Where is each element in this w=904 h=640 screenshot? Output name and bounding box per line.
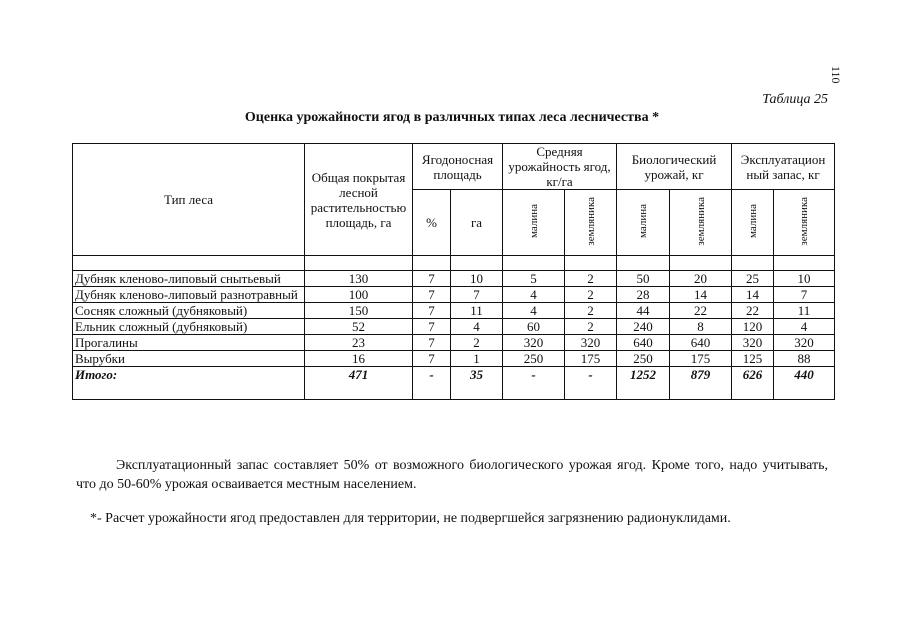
cell-area: 100	[305, 287, 413, 303]
table-row	[73, 351, 835, 367]
table-row	[73, 303, 835, 319]
body-paragraph: Эксплуатационный запас составляет 50% от возможного биологического урожая ягод. Кроме того, надо учитывать, что до 50-60% урожая осваивается местным населением.	[76, 458, 828, 492]
total-bio-strawberry: 879	[670, 367, 732, 400]
header-forest-type: Тип леса	[73, 144, 305, 256]
header-exp-raspberry	[732, 190, 774, 256]
cell-exp-strawberry: 7	[774, 287, 835, 303]
cell-yield-strawberry: 2	[565, 319, 617, 335]
cell-exp-strawberry: 4	[774, 319, 835, 335]
table-row	[73, 271, 835, 287]
cell-yield-raspberry: 250	[503, 351, 565, 367]
total-row	[73, 367, 835, 400]
cell-yield-strawberry: 2	[565, 271, 617, 287]
row-name: Дубняк кленово-липовый разнотравный	[73, 287, 305, 303]
cell-ha: 11	[451, 303, 503, 319]
berry-yield-table	[72, 143, 835, 400]
cell-ha: 7	[451, 287, 503, 303]
header-yield-strawberry	[565, 190, 617, 256]
cell-yield-strawberry: 2	[565, 287, 617, 303]
cell-yield-strawberry: 175	[565, 351, 617, 367]
cell-yield-strawberry: 320	[565, 335, 617, 351]
header-total-area: Общая покрытая лесной растительностью площадь, га	[305, 144, 413, 256]
cell-yield-raspberry: 4	[503, 287, 565, 303]
cell-exp-raspberry: 320	[732, 335, 774, 351]
cell-pct: 7	[413, 287, 451, 303]
cell-bio-raspberry: 250	[617, 351, 670, 367]
header-exp-strawberry	[774, 190, 835, 256]
total-exp-raspberry: 626	[732, 367, 774, 400]
table-label: Таблица 25	[762, 92, 828, 107]
cell-bio-strawberry: 20	[670, 271, 732, 287]
cell-ha: 2	[451, 335, 503, 351]
cell-bio-strawberry: 175	[670, 351, 732, 367]
header-bio-raspberry	[617, 190, 670, 256]
cell-area: 150	[305, 303, 413, 319]
total-pct: -	[413, 367, 451, 400]
table-row	[73, 319, 835, 335]
cell-pct: 7	[413, 319, 451, 335]
cell-bio-strawberry: 640	[670, 335, 732, 351]
cell-bio-strawberry: 8	[670, 319, 732, 335]
cell-bio-strawberry: 14	[670, 287, 732, 303]
strawberry-label: земляника	[584, 196, 597, 246]
cell-ha: 4	[451, 319, 503, 335]
cell-bio-raspberry: 28	[617, 287, 670, 303]
cell-yield-raspberry: 4	[503, 303, 565, 319]
cell-bio-raspberry: 44	[617, 303, 670, 319]
header-berry-area: Ягодоносная площадь	[413, 144, 503, 190]
cell-yield-strawberry: 2	[565, 303, 617, 319]
cell-area: 16	[305, 351, 413, 367]
raspberry-label: малина	[637, 203, 650, 238]
cell-yield-raspberry: 60	[503, 319, 565, 335]
footnote: *- Расчет урожайности ягод предоставлен для территории, не подвергшейся загрязнению радионуклидами.	[90, 511, 731, 526]
row-name: Вырубки	[73, 351, 305, 367]
header-berry-area-pct: %	[413, 190, 451, 256]
spacer-row	[73, 256, 835, 271]
cell-pct: 7	[413, 335, 451, 351]
total-bio-raspberry: 1252	[617, 367, 670, 400]
cell-pct: 7	[413, 351, 451, 367]
cell-bio-raspberry: 640	[617, 335, 670, 351]
strawberry-label: земляника	[694, 196, 707, 246]
cell-bio-raspberry: 240	[617, 319, 670, 335]
strawberry-label: земляника	[798, 196, 811, 246]
table-row	[73, 335, 835, 351]
cell-ha: 10	[451, 271, 503, 287]
cell-bio-raspberry: 50	[617, 271, 670, 287]
total-yield-strawberry: -	[565, 367, 617, 400]
raspberry-label: малина	[746, 203, 759, 238]
cell-exp-raspberry: 14	[732, 287, 774, 303]
cell-ha: 1	[451, 351, 503, 367]
cell-area: 23	[305, 335, 413, 351]
row-name: Дубняк кленово-липовый снытьевый	[73, 271, 305, 287]
cell-exp-raspberry: 125	[732, 351, 774, 367]
cell-pct: 7	[413, 303, 451, 319]
cell-area: 130	[305, 271, 413, 287]
cell-exp-raspberry: 25	[732, 271, 774, 287]
cell-exp-raspberry: 120	[732, 319, 774, 335]
cell-yield-raspberry: 5	[503, 271, 565, 287]
total-yield-raspberry: -	[503, 367, 565, 400]
cell-exp-strawberry: 11	[774, 303, 835, 319]
total-ha: 35	[451, 367, 503, 400]
header-exp-stock: Эксплуатацион ный запас, кг	[732, 144, 835, 190]
row-name: Ельник сложный (дубняковый)	[73, 319, 305, 335]
header-bio-yield: Биологический урожай, кг	[617, 144, 732, 190]
cell-exp-raspberry: 22	[732, 303, 774, 319]
row-name: Сосняк сложный (дубняковый)	[73, 303, 305, 319]
row-name: Прогалины	[73, 335, 305, 351]
total-label: Итого:	[73, 367, 305, 400]
cell-exp-strawberry: 10	[774, 271, 835, 287]
cell-area: 52	[305, 319, 413, 335]
page-number: 110	[829, 66, 843, 84]
total-exp-strawberry: 440	[774, 367, 835, 400]
cell-yield-raspberry: 320	[503, 335, 565, 351]
table-row	[73, 287, 835, 303]
cell-bio-strawberry: 22	[670, 303, 732, 319]
total-area: 471	[305, 367, 413, 400]
table-title: Оценка урожайности ягод в различных типах леса лесничества *	[244, 110, 660, 125]
header-yield-raspberry	[503, 190, 565, 256]
header-avg-yield: Средняя урожайность ягод, кг/га	[503, 144, 617, 190]
cell-exp-strawberry: 320	[774, 335, 835, 351]
raspberry-label: малина	[527, 203, 540, 238]
cell-exp-strawberry: 88	[774, 351, 835, 367]
header-berry-area-ha: га	[451, 190, 503, 256]
header-bio-strawberry	[670, 190, 732, 256]
cell-pct: 7	[413, 271, 451, 287]
